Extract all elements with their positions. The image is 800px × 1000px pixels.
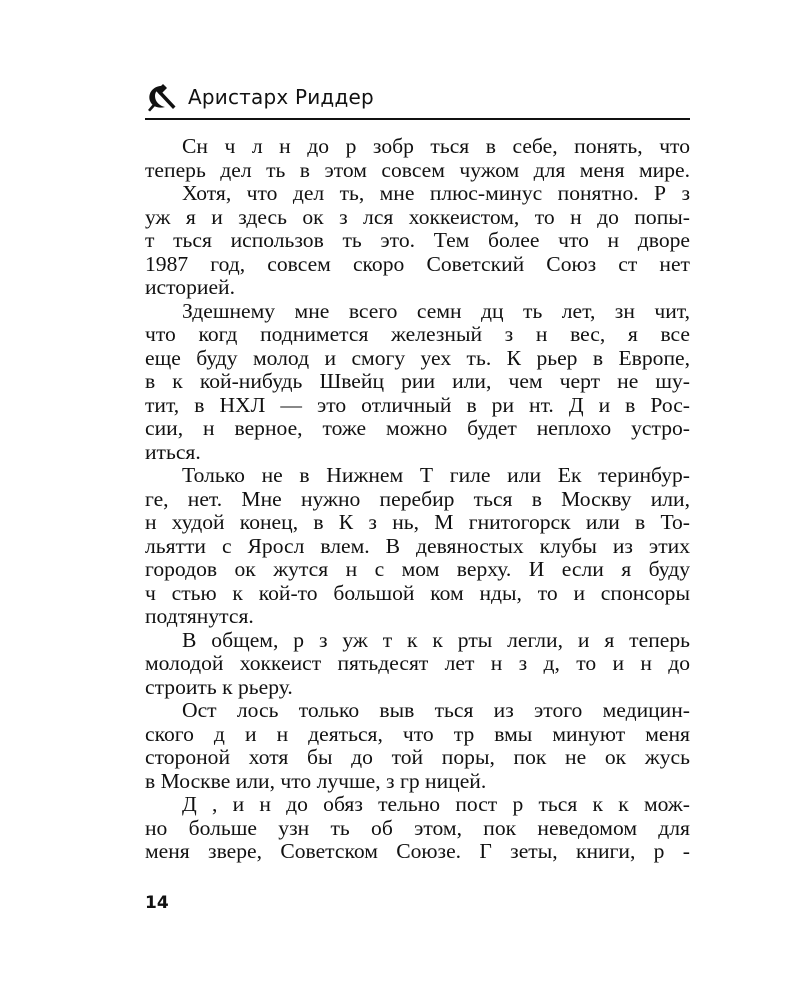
text-line: В общем, р з уж т к к рты легли, и я теперь <box>182 627 690 652</box>
text-line: стороной хотя бы до той поры, пок не ок жусь <box>145 745 690 769</box>
text-line: ч стью к кой-то большой ком нды, то и спонсоры <box>145 580 690 605</box>
text-line: историей. <box>145 275 235 299</box>
text-line: молодой хоккеист пятьдесят лет н з д, то и н до <box>145 651 690 675</box>
text-line: но больше узн ть об этом, пок неведомом для <box>145 815 690 840</box>
text-line: Только не в Нижнем Т гиле или Ек теринбур- <box>182 463 690 487</box>
running-header <box>145 80 690 120</box>
text-line: Хотя, что дел ть, мне плюс-минус понятно. Р з <box>182 181 690 205</box>
text-line: уж я и здесь ок з лся хоккеистом, то н до попы- <box>145 204 690 229</box>
text-line: н худой конец, в К з нь, М гнитогорск или в То- <box>145 510 690 534</box>
text-line: сии, н верное, тоже можно будет неплохо устро- <box>145 416 690 440</box>
text-line: что когд поднимется железный з н вес, я все <box>145 322 690 346</box>
text-line: еще буду молод и смогу уех ть. К рьер в Европе, <box>145 345 690 370</box>
text-line: ге, нет. Мне нужно перебир ться в Москву или, <box>145 486 690 511</box>
header-rule <box>145 118 690 120</box>
text-line: строить к рьеру. <box>145 674 293 699</box>
text-line: Д , и н до обяз тельно пост р ться к к мож- <box>182 792 690 816</box>
text-line: тит, в НХЛ — это отличный в ри нт. Д и в Рос- <box>145 392 690 417</box>
text-line: теперь дел ть в этом совсем чужом для меня мире. <box>145 157 690 182</box>
text-line: меня звере, Советском Союзе. Г зеты, книги, р - <box>145 839 690 863</box>
text-line: 1987 год, совсем скоро Советский Союз ст нет <box>145 251 690 276</box>
text-line: иться. <box>145 439 201 464</box>
author-name: Аристарх Риддер <box>188 85 374 109</box>
text-line: Ост лось только выв ться из этого медицин- <box>182 698 690 722</box>
body-text <box>145 135 690 864</box>
text-line: Здешнему мне всего семн дц ть лет, зн чит, <box>182 298 690 323</box>
text-line: в Москве или, что лучше, з гр ницей. <box>145 768 487 793</box>
page-number: 14 <box>145 893 169 913</box>
text-line: городов ок жутся н с мом верху. И если я буду <box>145 557 690 581</box>
text-line: т ться использов ть это. Тем более что н дворе <box>145 228 690 252</box>
text-line: подтянутся. <box>145 604 254 628</box>
hammer-sickle-icon <box>145 82 179 112</box>
text-line: Сн ч л н до р зобр ться в себе, понять, что <box>182 134 690 158</box>
text-line: льятти с Яросл влем. В девяностых клубы из этих <box>145 533 690 558</box>
text-line: в к кой-нибудь Швейц рии или, чем черт не шу- <box>145 369 690 393</box>
text-line: ского д и н деяться, что тр вмы минуют меня <box>145 721 690 746</box>
